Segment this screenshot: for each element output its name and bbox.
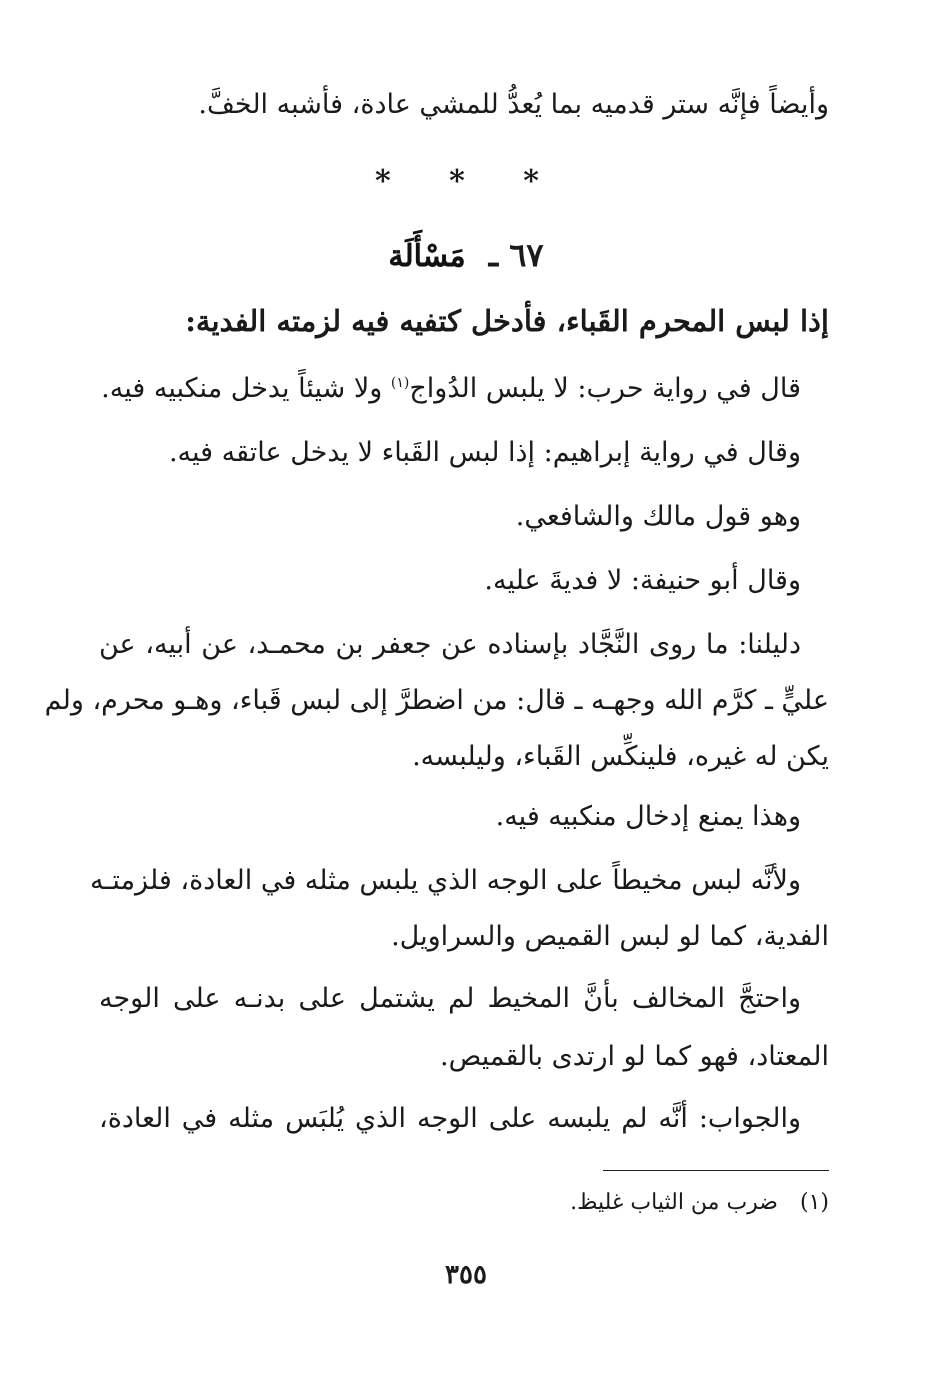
- paragraph-line-11: ولأنَّه لبس مخيطاً على الوجه الذي يلبس مثله في العادة، فلزمتـه: [90, 865, 801, 896]
- paragraph-line-8: عليٍّ ـ كرَّم الله وجهـه ـ قال: من اضطرَّ إلى لبس قَباء، وهـو محرم، ولم: [44, 685, 829, 716]
- text-segment: ولا شيئاً يدخل منكبيه فيه.: [101, 373, 391, 404]
- paragraph-line-5: وهو قول مالك والشافعي.: [515, 501, 801, 532]
- separator-star: *: [374, 164, 409, 199]
- separator-star: *: [523, 164, 557, 199]
- masala-number: ٦٧ ـ: [488, 236, 544, 274]
- footnote-reference: (١): [390, 375, 410, 391]
- masala-heading: [0, 236, 932, 274]
- paragraph-line-10: وهذا يمنع إدخال منكبيه فيه.: [495, 801, 801, 832]
- section-separator: [0, 164, 932, 199]
- paragraph-line-7: دليلنا: ما روى النَّجَّاد بإسناده عن جعفر بن محمـد، عن أبيه، عن: [99, 629, 801, 660]
- footnote: [570, 1190, 829, 1215]
- paragraph-line-3: [99, 372, 829, 406]
- text-segment: قال في رواية حرب: لا يلبس الدُواج: [409, 373, 801, 404]
- paragraph-line-15: والجواب: أنَّه لم يلبسه على الوجه الذي يُلبَس مثله في العادة،: [99, 1103, 801, 1134]
- paragraph-line-6: وقال أبو حنيفة: لا فديةَ عليه.: [484, 565, 801, 596]
- paragraph-line-1: وأيضاً فإنَّه ستر قدميه بما يُعدُّ للمشي عادة، فأشبه الخفَّ.: [198, 89, 829, 120]
- footnote-divider: [603, 1170, 829, 1171]
- paragraph-line-13: واحتجَّ المخالف بأنَّ المخيط لم يشتمل على بدنـه على الوجه: [99, 983, 801, 1014]
- footnote-number: (١): [799, 1190, 829, 1215]
- paragraph-line-4: وقال في رواية إبراهيم: إذا لبس القَباء لا يدخل عاتقه فيه.: [168, 437, 801, 468]
- paragraph-line-12: الفدية، كما لو لبس القميص والسراويل.: [391, 921, 829, 952]
- paragraph-line-14: المعتاد، فهو كما لو ارتدى بالقميص.: [440, 1041, 829, 1072]
- footnote-text: ضرب من الثياب غليظ.: [570, 1190, 778, 1215]
- masala-title: مَسْأَلَة: [388, 239, 466, 274]
- separator-star: *: [449, 164, 483, 199]
- issue-heading: إذا لبس المحرم القَباء، فأدخل كتفيه فيه لزمته الفدية:: [185, 304, 829, 338]
- paragraph-line-9: يكن له غيره، فلينكِّس القَباء، وليلبسه.: [412, 741, 829, 772]
- page-number: ٣٥٥: [445, 1260, 487, 1290]
